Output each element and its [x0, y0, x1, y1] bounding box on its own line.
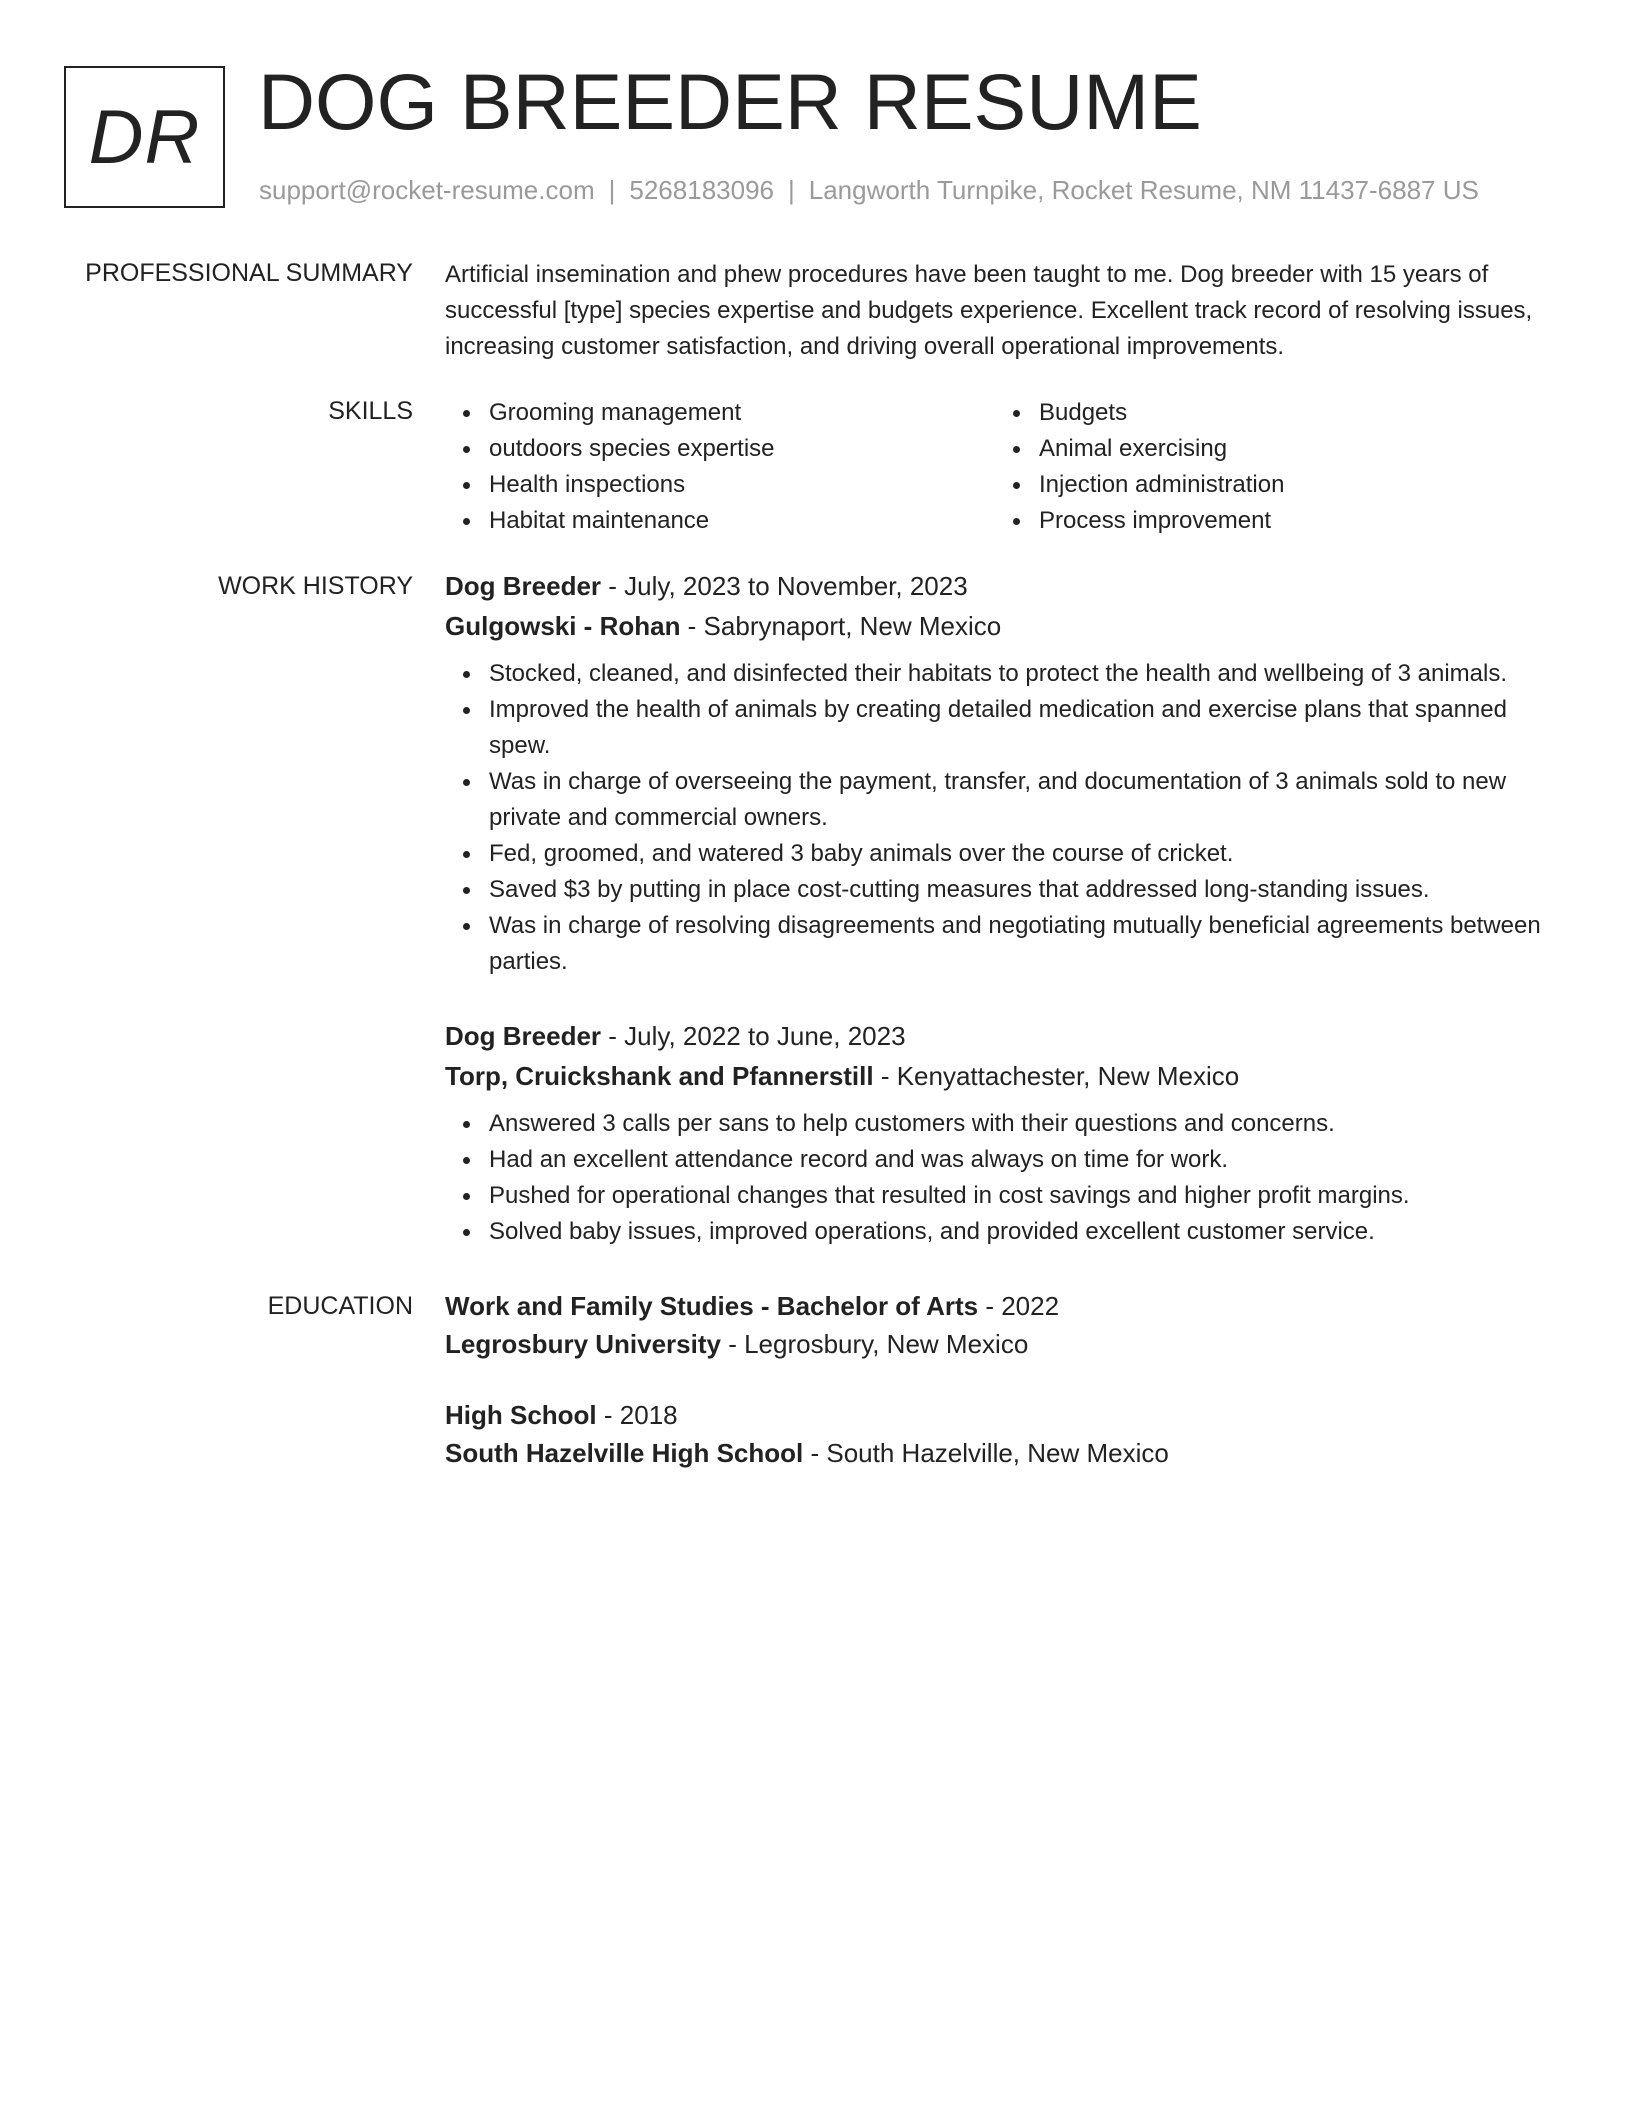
section-label-work: WORK HISTORY: [218, 572, 413, 600]
page-title: DOG BREEDER RESUME: [258, 57, 1202, 146]
job-bullet: Answered 3 calls per sans to help customers with their questions and concerns.: [489, 1106, 1545, 1142]
job-company: Torp, Cruickshank and Pfannerstill: [445, 1061, 874, 1091]
education-entry: [445, 1287, 1545, 1363]
skills-section: [445, 395, 1545, 539]
skill-item: Budgets: [1039, 395, 1545, 431]
summary-text: Artificial insemination and phew procedures have been taught to me. Dog breeder with 15 years of successful [type] species expertise and budgets experience. Excellent track record of resolving issues, increasing customer satisfaction, and driving overall operational improvements.: [445, 261, 1533, 360]
job-dates: - July, 2022 to June, 2023: [601, 1021, 906, 1051]
skills-list-right: [995, 395, 1545, 539]
education-school: South Hazelville High School: [445, 1438, 804, 1468]
job-bullet: Improved the health of animals by creating detailed medication and exercise plans that spanned spew.: [489, 692, 1545, 764]
skill-item: Grooming management: [489, 395, 995, 431]
education-degree-line: [445, 1396, 1545, 1434]
skill-item: Habitat maintenance: [489, 503, 995, 539]
contact-address: Langworth Turnpike, Rocket Resume, NM 11437-6887 US: [808, 175, 1479, 205]
job-bullets: [445, 656, 1545, 980]
contact-line: [259, 174, 1479, 206]
contact-separator: |: [788, 175, 795, 205]
monogram-badge: DR: [64, 66, 225, 208]
job-bullets: [445, 1106, 1545, 1250]
education-location: - South Hazelville, New Mexico: [803, 1438, 1169, 1468]
job-bullet: Stocked, cleaned, and disinfected their habitats to protect the health and wellbeing of 3 animals.: [489, 656, 1545, 692]
section-label-skills: SKILLS: [328, 397, 413, 425]
job-title-line: [445, 1016, 1545, 1056]
education-degree: High School: [445, 1400, 597, 1430]
skill-item: outdoors species expertise: [489, 431, 995, 467]
education-location: - Legrosbury, New Mexico: [720, 1329, 1029, 1359]
education-school-line: [445, 1434, 1545, 1472]
skill-item: Health inspections: [489, 467, 995, 503]
education-year: - 2018: [596, 1400, 678, 1430]
education-year: - 2022: [978, 1291, 1060, 1321]
job-company-line: [445, 1056, 1545, 1096]
job-location: - Sabrynaport, New Mexico: [680, 611, 1002, 641]
contact-email[interactable]: support@rocket-resume.com: [259, 175, 595, 205]
education-degree-line: [445, 1287, 1545, 1325]
job-title: Dog Breeder: [445, 1021, 602, 1051]
education-school-line: [445, 1325, 1545, 1363]
job-bullet: Solved baby issues, improved operations, and provided excellent customer service.: [489, 1214, 1545, 1250]
skill-item: Injection administration: [1039, 467, 1545, 503]
job-company-line: [445, 606, 1545, 646]
job-entry: [445, 1016, 1545, 1250]
skill-item: Animal exercising: [1039, 431, 1545, 467]
education-degree: Work and Family Studies - Bachelor of Arts: [445, 1291, 979, 1321]
job-bullet: Had an excellent attendance record and was always on time for work.: [489, 1142, 1545, 1178]
job-location: - Kenyattachester, New Mexico: [873, 1061, 1240, 1091]
education-school: Legrosbury University: [445, 1329, 721, 1359]
skill-item: Process improvement: [1039, 503, 1545, 539]
job-bullet: Saved $3 by putting in place cost-cutting measures that addressed long-standing issues.: [489, 872, 1545, 908]
summary-section: [445, 257, 1545, 365]
job-bullet: Fed, groomed, and watered 3 baby animals over the course of cricket.: [489, 836, 1545, 872]
job-bullet: Was in charge of overseeing the payment, transfer, and documentation of 3 animals sold to new private and commercial owners.: [489, 764, 1545, 836]
job-company: Gulgowski - Rohan: [445, 611, 681, 641]
job-bullet: Was in charge of resolving disagreements and negotiating mutually beneficial agreements between parties.: [489, 908, 1545, 980]
job-bullet: Pushed for operational changes that resulted in cost savings and higher profit margins.: [489, 1178, 1545, 1214]
section-label-education: EDUCATION: [267, 1292, 413, 1320]
contact-phone[interactable]: 5268183096: [629, 175, 774, 205]
job-title: Dog Breeder: [445, 571, 602, 601]
skills-grid: [445, 395, 1545, 539]
job-dates: - July, 2023 to November, 2023: [601, 571, 968, 601]
education-entry: [445, 1396, 1545, 1472]
skills-list-left: [445, 395, 995, 539]
contact-separator: |: [608, 175, 616, 205]
job-title-line: [445, 566, 1545, 606]
job-entry: [445, 566, 1545, 980]
section-label-summary: PROFESSIONAL SUMMARY: [85, 259, 413, 287]
